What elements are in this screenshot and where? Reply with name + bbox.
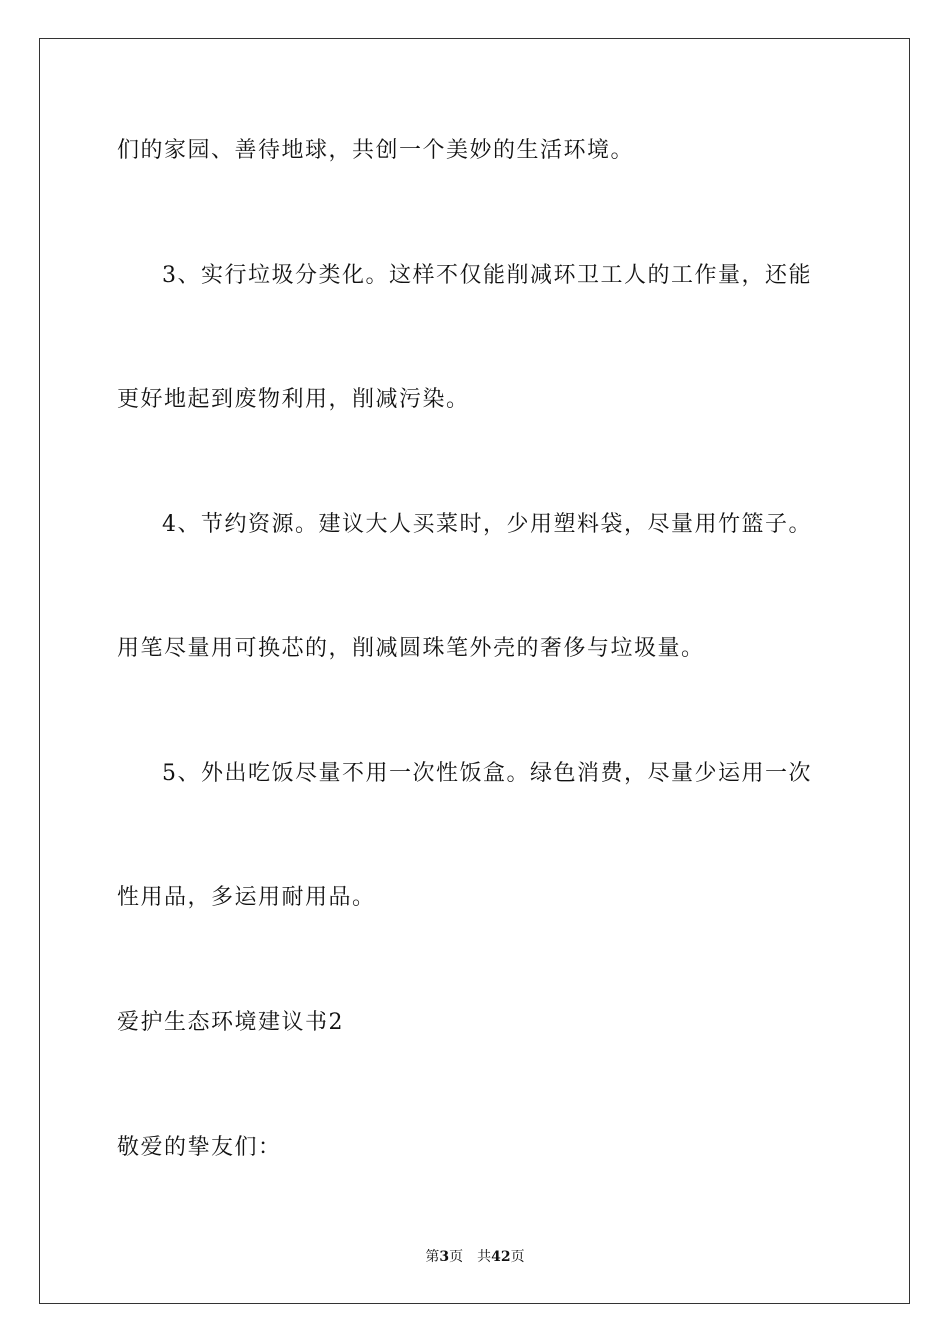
page-border	[39, 38, 910, 1304]
paragraph-line: 4、节约资源。建议大人买菜时，少用塑料袋，尽量用竹篮子。	[162, 512, 812, 537]
footer-page-prefix: 第	[425, 1249, 440, 1265]
footer-total-suffix: 页	[510, 1249, 525, 1265]
paragraph-line: 用笔尽量用可换芯的，削减圆珠笔外壳的奢侈与垃圾量。	[117, 636, 705, 661]
paragraph-line: 性用品，多运用耐用品。	[117, 885, 376, 910]
paragraph-line: 5、外出吃饭尽量不用一次性饭盒。绿色消费，尽量少运用一次	[162, 761, 812, 786]
footer-total-prefix: 共	[477, 1249, 492, 1265]
paragraph-line: 更好地起到废物利用，削减污染。	[117, 387, 470, 412]
salutation: 敬爱的挚友们：	[117, 1135, 282, 1160]
section-title: 爱护生态环境建议书2	[117, 1010, 344, 1035]
footer-total-pages: 42	[491, 1249, 511, 1265]
footer-page-number: 3	[439, 1249, 450, 1265]
footer-page-suffix: 页	[449, 1249, 464, 1265]
paragraph-line: 们的家园、善待地球，共创一个美妙的生活环境。	[117, 138, 635, 163]
page-footer	[0, 1248, 950, 1266]
paragraph-line: 3、实行垃圾分类化。这样不仅能削减环卫工人的工作量，还能	[162, 263, 812, 288]
